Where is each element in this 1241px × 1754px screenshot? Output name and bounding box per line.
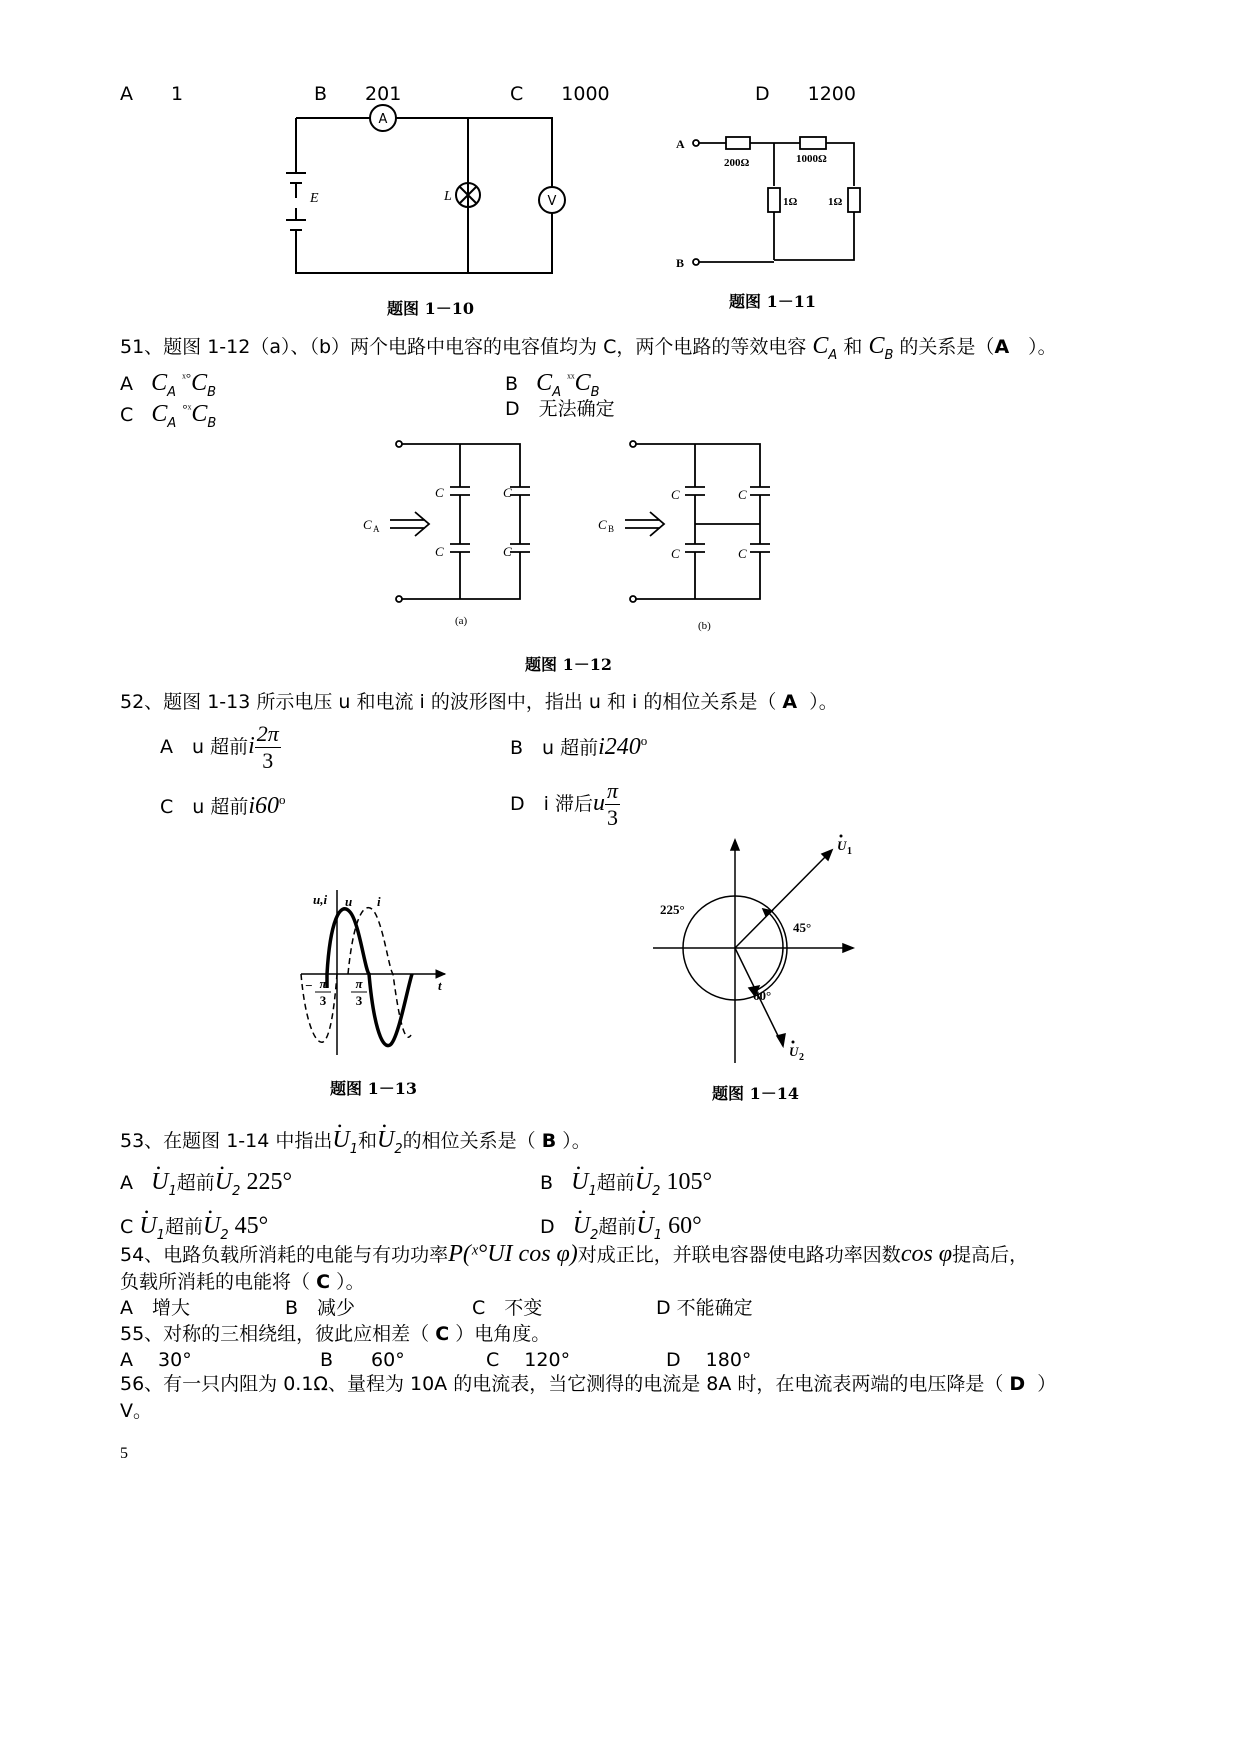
q51-option-c: C $C_A$ $^{^\circ ˣ}C_B$ xyxy=(120,401,217,431)
q51-answer: A xyxy=(994,336,1010,358)
voltmeter-label: V xyxy=(547,194,557,209)
figure-1-12-circuits xyxy=(355,432,795,632)
caption-1-13: 题图 1－13 xyxy=(330,1079,417,1098)
q54-answer: C xyxy=(316,1271,331,1293)
cap-label: C xyxy=(435,544,444,559)
q55-option-b: B 60° xyxy=(320,1349,405,1371)
caption-1-10: 题图 1－10 xyxy=(387,299,474,318)
page-number: 5 xyxy=(120,1445,128,1462)
q54-option-d: D 不能确定 xyxy=(656,1297,753,1319)
prev-option-a: A 1 xyxy=(120,83,184,105)
three-label-left: 3 xyxy=(319,993,327,1008)
q52-option-b: B u 超前i240$^o$ xyxy=(510,733,648,760)
angle-225-label: 225° xyxy=(660,902,685,917)
q54-option-c: C 不变 xyxy=(472,1297,543,1319)
cb-label: C xyxy=(598,517,607,532)
q52-option-a: A u 超前i $\frac{2\pi}{3}$ xyxy=(160,721,279,773)
q53-option-a: A • $U_1$超前• $U_2$ 225° xyxy=(120,1170,292,1204)
cb-sub: B xyxy=(608,524,615,534)
neg-sign: − xyxy=(305,978,313,993)
q52-answer: A xyxy=(782,691,798,713)
q53-option-c: C • $U_1$超前• $U_2$ 45° xyxy=(120,1214,268,1248)
cap-label: C xyxy=(503,485,512,500)
lamp-label: L xyxy=(444,189,452,204)
resistor-200-label: 200Ω xyxy=(724,157,750,169)
q56-stem-line2: V。 xyxy=(120,1400,152,1422)
angle-60-label: 60° xyxy=(753,988,772,1003)
q51-option-a: A $C_A$ $^{ˣ^\circ}C_B$ xyxy=(120,370,216,400)
cap-label: C xyxy=(671,546,680,561)
q55-option-c: C 120° xyxy=(486,1349,571,1371)
q53-option-b: B • $U_1$超前• $U_2$ 105° xyxy=(540,1170,712,1204)
u1-sub: 1 xyxy=(847,846,852,857)
resistor-1-label-b: 1Ω xyxy=(828,196,843,208)
three-label-right: 3 xyxy=(355,993,363,1008)
figure-1-10-circuit xyxy=(280,100,580,320)
q51-option-d: D 无法确定 xyxy=(505,398,615,420)
prev-option-b: B 201 xyxy=(314,83,402,105)
prev-option-d: D 1200 xyxy=(755,83,856,105)
caption-1-12: 题图 1－12 xyxy=(525,655,612,674)
figure-1-14-phasor xyxy=(645,828,875,1068)
resistor-1-label-a: 1Ω xyxy=(783,196,798,208)
t-axis-label: t xyxy=(438,978,442,993)
u1-label: U xyxy=(837,838,847,853)
q52-option-d: D i 滞后u $\frac{\pi}{3}$ xyxy=(510,778,618,830)
q56-answer: D xyxy=(1009,1373,1026,1395)
q52-stem: 52、题图 1-13 所示电压 u 和电流 i 的波形图中，指出 u 和 i 的相位关系是（ A ）。 xyxy=(120,691,838,713)
q53-stem: 53、在题图 1-14 中指出• $U_1$和• $U_2$的相位关系是（ B ）。 xyxy=(120,1128,591,1162)
node-a-label: A xyxy=(676,137,685,151)
ca-label: C xyxy=(363,517,372,532)
cap-label: C xyxy=(738,487,747,502)
q54-option-a: A 增大 xyxy=(120,1297,190,1319)
figure-1-11-circuit xyxy=(666,126,876,276)
prev-option-c: C 1000 xyxy=(510,83,610,105)
source-label: E xyxy=(310,191,319,206)
q54-stem-line1: 54、电路负载所消耗的电能与有功功率P(ˣ°UI cos φ)对成正比，并联电容器使电路功率因数cos φ提高后， xyxy=(120,1241,1029,1267)
u-curve-label: u xyxy=(345,894,353,909)
q54-stem-line2: 负载所消耗的电能将（ C ）。 xyxy=(120,1271,365,1293)
q55-answer: C xyxy=(435,1323,450,1345)
q51-stem: 51、题图 1-12（a）、（b）两个电路中电容的电容值均为 C，两个电路的等效电容 $C_A$ 和 $C_B$ 的关系是（A ）。 xyxy=(120,333,1057,363)
q56-stem-line1: 56、有一只内阻为 0.1Ω、量程为 10A 的电流表，当它测得的电流是 8A 时，在电流表两端的电压降是（ D ） xyxy=(120,1373,1057,1395)
cap-label: C xyxy=(503,544,512,559)
i-curve-label: i xyxy=(377,894,381,909)
cap-label: C xyxy=(435,485,444,500)
resistor-1000-label: 1000Ω xyxy=(796,153,827,165)
node-b-label: B xyxy=(676,256,685,270)
u2-sub: 2 xyxy=(799,1052,804,1063)
pi-label-right: π xyxy=(355,976,363,991)
q55-option-d: D 180° xyxy=(666,1349,752,1371)
q53-option-d: D • $U_2$超前• $U_1$ 60° xyxy=(540,1214,702,1248)
subfig-b-label: (b) xyxy=(698,620,711,632)
pi-label-left: π xyxy=(319,976,327,991)
caption-1-11: 题图 1－11 xyxy=(729,292,816,311)
q53-answer: B xyxy=(541,1130,557,1152)
q55-stem: 55、对称的三相绕组，彼此应相差（ C ）电角度。 xyxy=(120,1323,551,1345)
ca-sub: A xyxy=(373,524,380,534)
cap-label: C xyxy=(738,546,747,561)
cap-label: C xyxy=(671,487,680,502)
caption-1-14: 题图 1－14 xyxy=(712,1084,799,1103)
u2-label: U xyxy=(789,1044,799,1059)
ammeter-label: A xyxy=(378,112,388,127)
q54-option-b: B 减少 xyxy=(285,1297,356,1319)
subfig-a-label: (a) xyxy=(455,615,468,627)
q55-option-a: A 30° xyxy=(120,1349,192,1371)
q52-option-c: C u 超前i60$^o$ xyxy=(160,792,286,819)
angle-45-label: 45° xyxy=(793,920,812,935)
q51-option-b: B $C_A$ $^{ˣˣ}C_B$ xyxy=(505,370,600,400)
figure-1-13-waveform xyxy=(295,880,465,1060)
y-axis-label: u,i xyxy=(313,892,328,907)
